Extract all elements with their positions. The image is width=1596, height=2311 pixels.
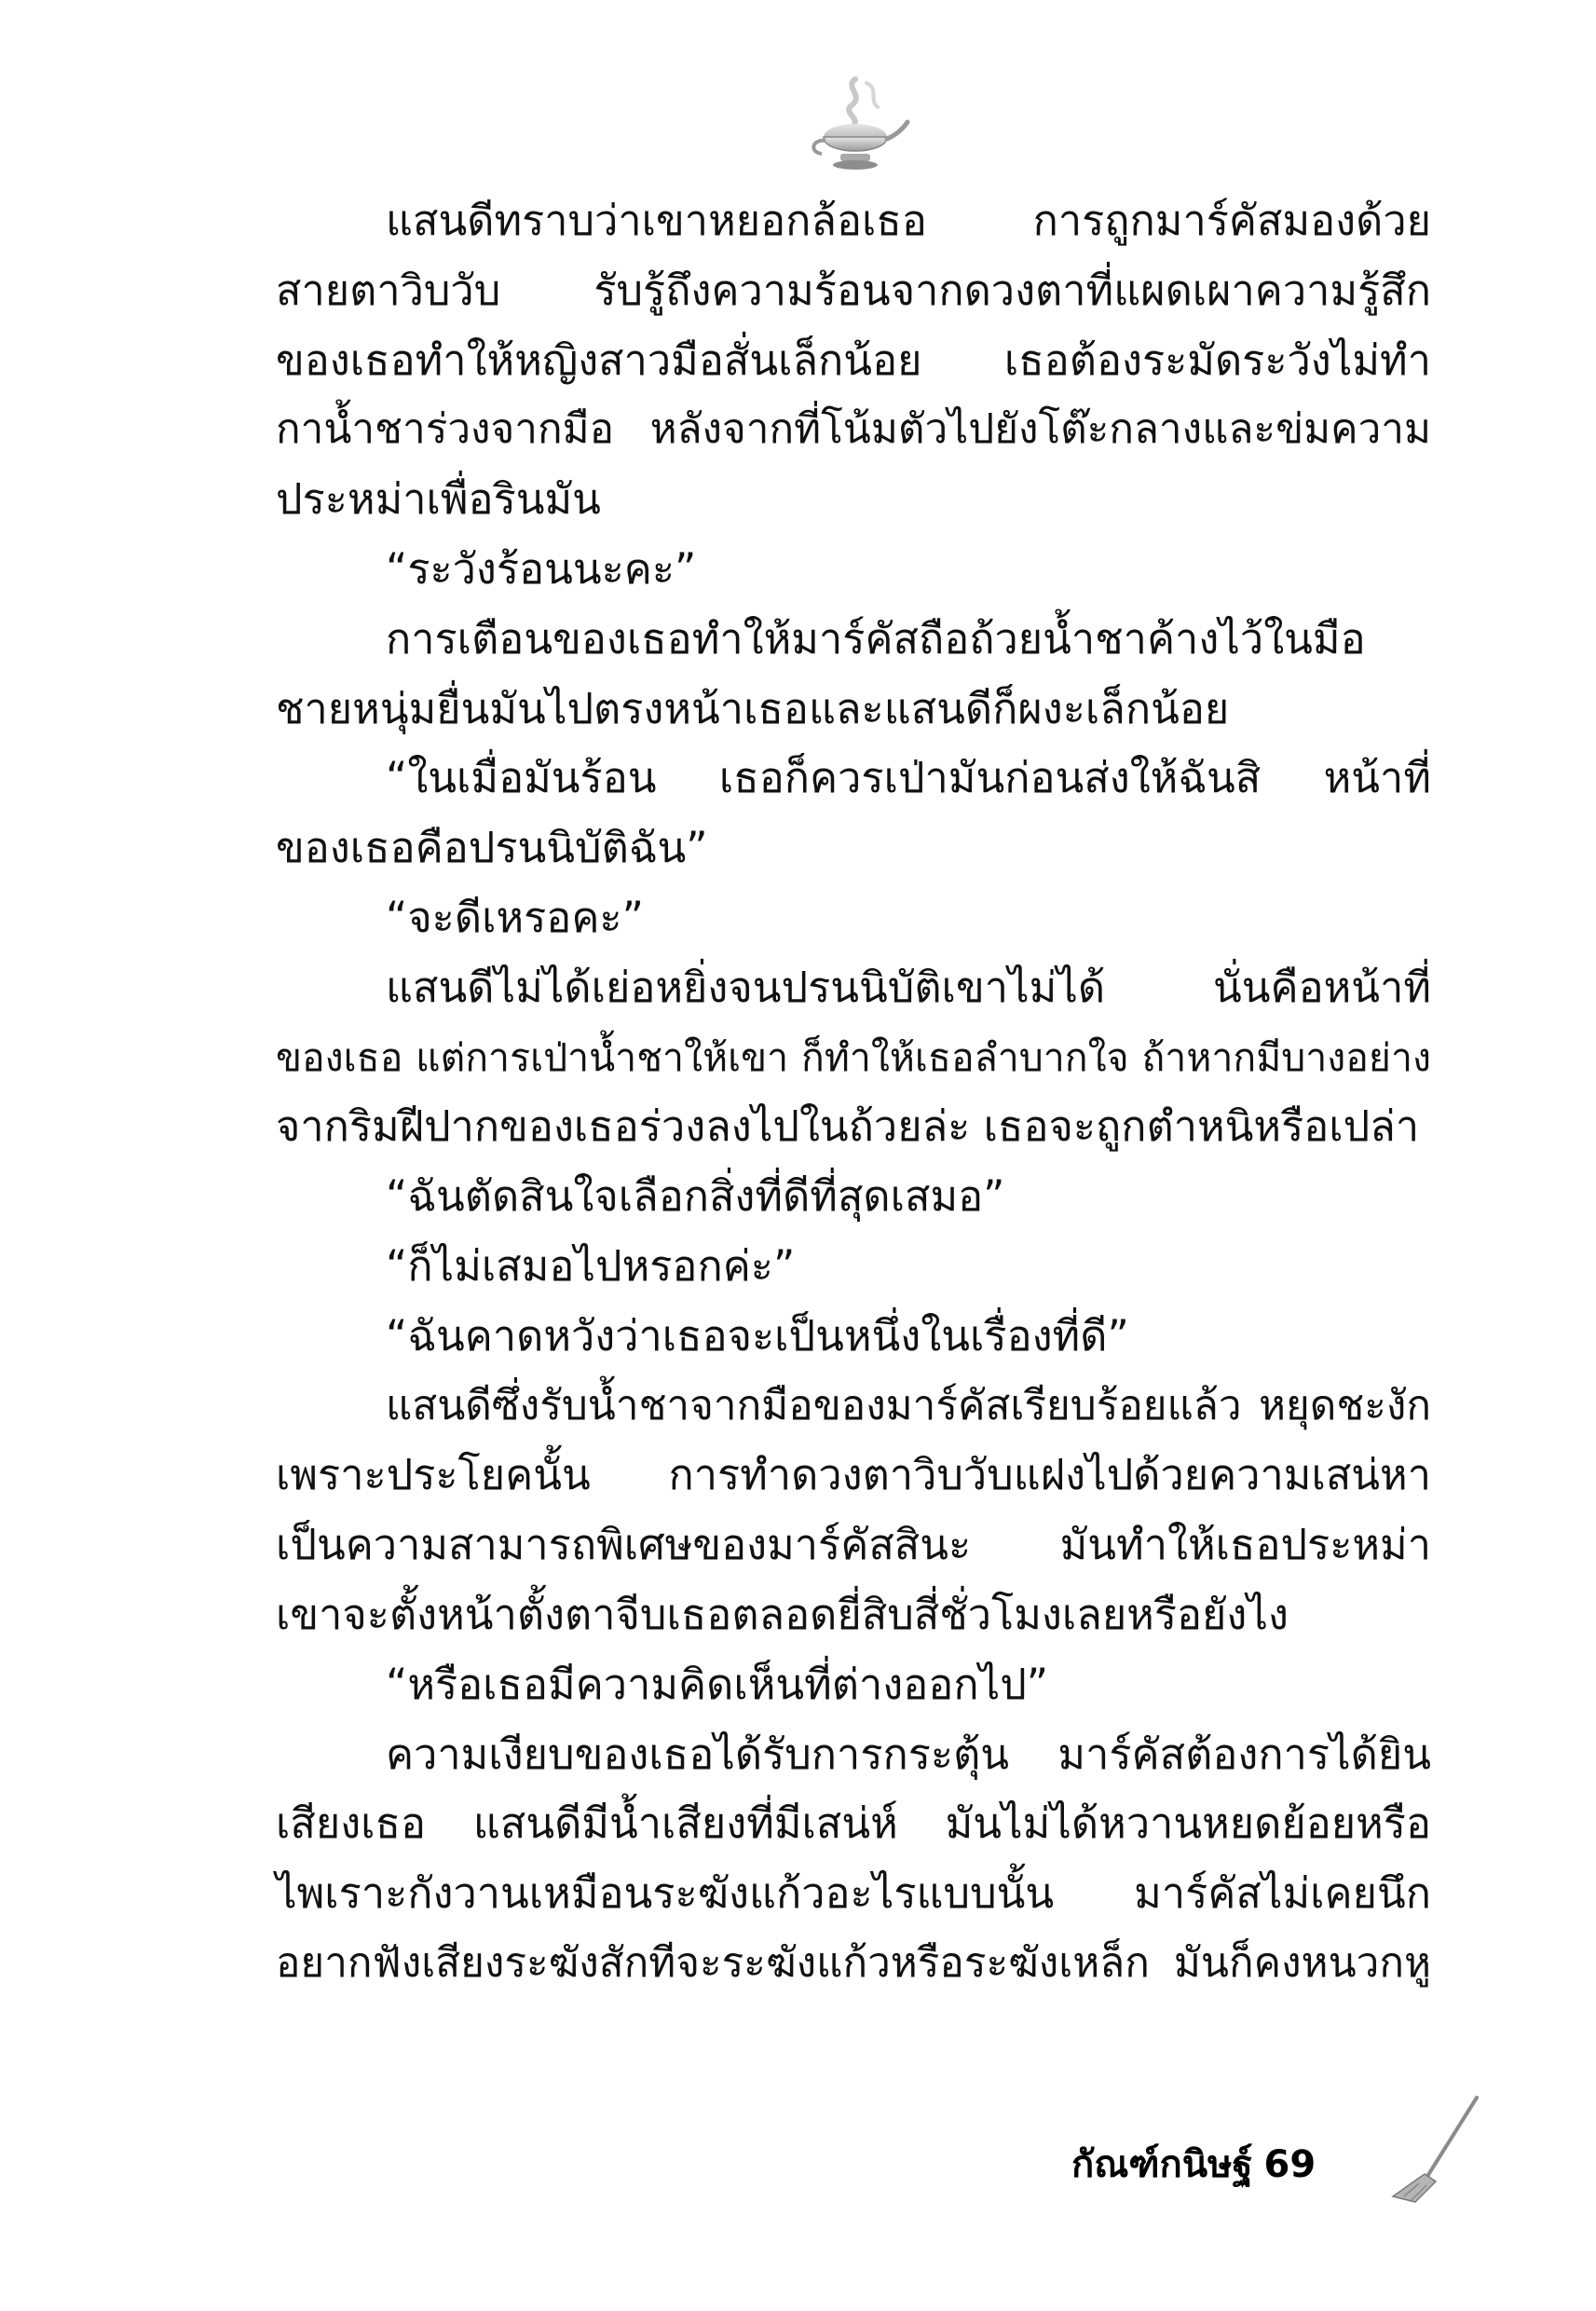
text-line: ชายหนุ่มยื่นมันไปตรงหน้าเธอและแสนดีก็ผงะเล็กน้อย bbox=[276, 683, 1230, 733]
text-line: ของเธอ แต่การเป่าน้ำชาให้เขา ก็ทำให้เธอลำบากใจ ถ้าหากมีบางอย่าง bbox=[276, 1034, 1431, 1080]
text-line: ความเงียบของเธอได้รับการกระตุ้น มาร์คัสต้องการได้ยิน bbox=[386, 1729, 1431, 1779]
text-line: “ระวังร้อนนะคะ” bbox=[386, 543, 697, 594]
body-text bbox=[276, 186, 1431, 1999]
text-line: เขาจะตั้งหน้าตั้งตาจีบเธอตลอดยี่สิบสี่ชั่วโมงเลยหรือยังไง bbox=[276, 1589, 1289, 1639]
text-line: การเตือนของเธอทำให้มาร์คัสถือถ้วยน้ำชาค้างไว้ในมือ bbox=[386, 613, 1366, 663]
text-line: “จะดีเหรอคะ” bbox=[386, 892, 644, 942]
text-line: “ในเมื่อมันร้อน เธอก็ควรเป่ามันก่อนส่งให้ฉันสิ หน้าที่ bbox=[386, 753, 1431, 803]
text-line: ของเธอคือปรนนิบัติฉัน” bbox=[276, 823, 708, 873]
broom-icon bbox=[1384, 2092, 1486, 2204]
text-line: แสนดีทราบว่าเขาหยอกล้อเธอ การถูกมาร์คัสมองด้วย bbox=[386, 196, 1431, 245]
text-line: ประหม่าเพื่อรินมัน bbox=[276, 474, 601, 525]
text-line: “ฉันคาดหวังว่าเธอจะเป็นหนึ่งในเรื่องที่ดี” bbox=[386, 1310, 1129, 1361]
text-line: แสนดีไม่ได้เย่อหยิ่งจนปรนนิบัติเขาไม่ได้ นั่นคือหน้าที่ bbox=[386, 962, 1431, 1012]
text-line: เสียงเธอ แสนดีมีน้ำเสียงที่มีเสน่ห์ มันไม่ได้หวานหยดย้อยหรือ bbox=[276, 1798, 1431, 1849]
text-line: ไพเราะกังวานเหมือนระฆังแก้วอะไรแบบนั้น มาร์คัสไม่เคยนึก bbox=[276, 1868, 1431, 1919]
text-line: แสนดีซึ่งรับน้ำชาจากมือของมาร์คัสเรียบร้อยแล้ว หยุดชะงัก bbox=[386, 1381, 1431, 1429]
text-line: “หรือเธอมีความคิดเห็นที่ต่างออกไป” bbox=[386, 1659, 1049, 1709]
running-footer bbox=[1071, 2134, 1316, 2194]
text-line: เป็นความสามารถพิเศษของมาร์คัสสินะ มันทำให้เธอประหม่า bbox=[276, 1520, 1431, 1570]
page-number: 69 bbox=[1263, 2143, 1316, 2186]
text-line: “ฉันตัดสินใจเลือกสิ่งที่ดีที่สุดเสมอ” bbox=[386, 1171, 1005, 1222]
text-line: อยากฟังเสียงระฆังสักทีจะระฆังแก้วหรือระฆังเหล็ก มันก็คงหนวกหู bbox=[276, 1938, 1431, 1987]
text-line: กาน้ำชาร่วงจากมือ หลังจากที่โน้มตัวไปยังโต๊ะกลางและข่มความ bbox=[276, 405, 1431, 454]
text-line: จากริมฝีปากของเธอร่วงลงไปในถ้วยล่ะ เธอจะถูกตำหนิหรือเปล่า bbox=[276, 1101, 1420, 1152]
text-line: เพราะประโยคนั้น การทำดวงตาวิบวับแฝงไปด้วยความเสน่หา bbox=[276, 1450, 1431, 1500]
text-line: สายตาวิบวับ รับรู้ถึงความร้อนจากดวงตาที่แผดเผาความรู้สึก bbox=[276, 265, 1431, 315]
magic-lamp-icon bbox=[799, 70, 911, 182]
book-title: กัณฑ์กนิษฐ์ bbox=[1071, 2142, 1253, 2186]
text-line: “ก็ไม่เสมอไปหรอกค่ะ” bbox=[386, 1240, 796, 1291]
text-line: ของเธอทำให้หญิงสาวมือสั่นเล็กน้อย เธอต้องระมัดระวังไม่ทำ bbox=[276, 335, 1431, 385]
